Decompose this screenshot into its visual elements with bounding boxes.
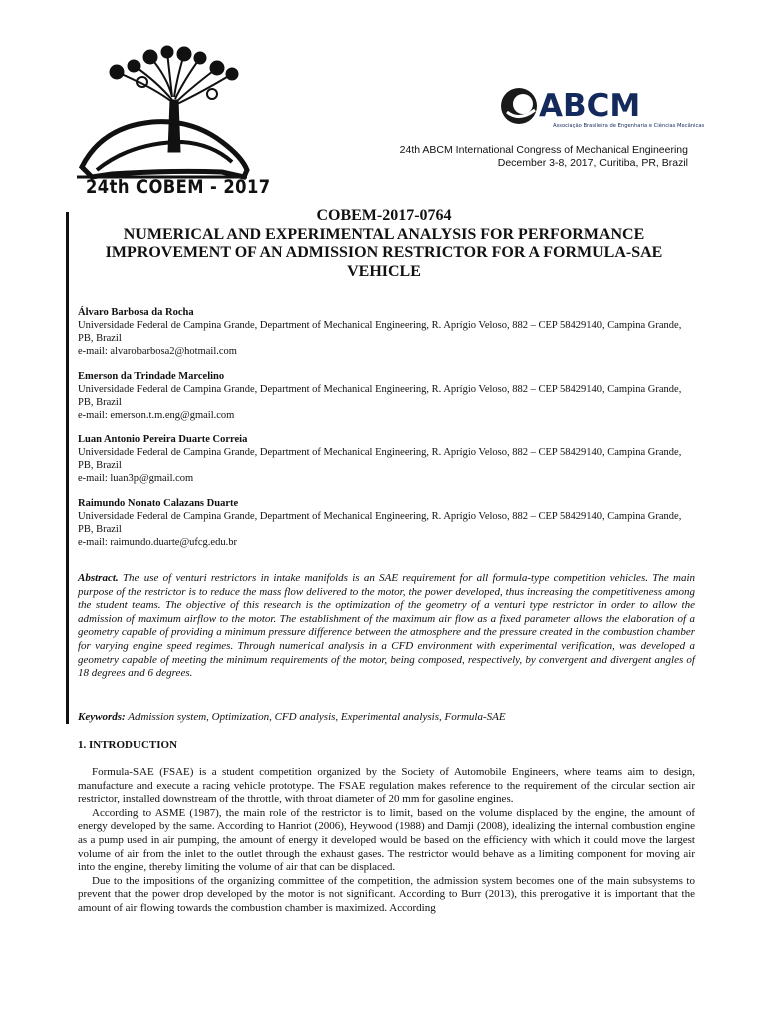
event-label: 24th COBEM - 2017 [86, 176, 271, 198]
abstract [78, 572, 695, 681]
author-affiliation: Universidade Federal de Campina Grande, Department of Mechanical Engineering, R. Aprígio Veloso, 882 – CEP 58429140, Campina Grande, PB, Brazil [78, 447, 682, 471]
abcm-logo-subtitle: Associação Brasileira de Engenharia e Ciências Mecânicas [553, 123, 705, 129]
keywords [78, 711, 695, 723]
congress-info [400, 144, 688, 169]
abcm-logo [497, 82, 705, 132]
author-email: e-mail: raimundo.duarte@ufcg.edu.br [78, 536, 237, 548]
body-text [78, 766, 695, 916]
author-affiliation: Universidade Federal de Campina Grande, Department of Mechanical Engineering, R. Aprígio Veloso, 882 – CEP 58429140, Campina Grande, PB, Brazil [78, 320, 682, 344]
author-affiliation: Universidade Federal de Campina Grande, Department of Mechanical Engineering, R. Aprígio Veloso, 882 – CEP 58429140, Campina Grande, PB, Brazil [78, 383, 682, 408]
author-block [78, 497, 698, 549]
author-block [78, 370, 698, 422]
abstract-label: Abstract. [78, 572, 119, 584]
author-block [78, 433, 698, 485]
author-email: e-mail: emerson.t.m.eng@gmail.com [78, 409, 235, 421]
author-name: Raimundo Nonato Calazans Duarte [78, 497, 239, 509]
author-email: e-mail: alvarobarbosa2@hotmail.com [78, 346, 237, 357]
author-email: e-mail: luan3p@gmail.com [78, 473, 194, 484]
author-name: Álvaro Barbosa da Rocha [78, 307, 194, 318]
author-name: Luan Antonio Pereira Duarte Correia [78, 434, 248, 445]
margin-bar [66, 212, 69, 724]
paper-code: COBEM-2017-0764 [316, 207, 452, 224]
section-heading: 1. INTRODUCTION [78, 739, 178, 751]
congress-line-2: December 3-8, 2017, Curitiba, PR, Brazil [497, 156, 688, 169]
author-affiliation: Universidade Federal de Campina Grande, Department of Mechanical Engineering, R. Aprígio Veloso, 882 – CEP 58429140, Campina Grande, PB, Brazil [78, 510, 682, 535]
paragraph: According to ASME (1987), the main role of the restrictor is to limit, based on the volume displaced by the engine, the amount of energy developed by the same. According to Hanriot (2006), Heywood (1988) and Damji (2008), idealizing the internal combustion engine as a pump used in air pumping, the amount of energy it developed would be based on the efficiency with which it could move the largest volume of air from the inlet to the outlet through the exhaust gases. The restrictor would behave as a limiting component for moving air into the engine, thereby limiting the volume of air that can be displaced. [78, 806, 695, 874]
keywords-label: Keywords: [78, 711, 126, 723]
paper-title: NUMERICAL AND EXPERIMENTAL ANALYSIS FOR PERFORMANCE IMPROVEMENT OF AN ADMISSION RESTRICTOR FOR A FORMULA-SAE VEHICLE [105, 225, 663, 280]
abstract-text: The use of venturi restrictors in intake manifolds is an SAE requirement for all formula-type competition vehicles. The main purpose of the restrictor is to reduce the mass flow delivered to the motor, the power developed, thus increasing the competitiveness among the student teams. The objective of this research is the optimization of the geometry of a venturi type restrictor in order to allow the admission of maximum airflow to the motor. The establishment of the maximum air flow as a fixed parameter allows the elaboration of a geometry capable of providing a minimum pressure difference between the atmosphere and the pressure created in the combustion chamber for varying engine speed regimes. Through numerical analysis in a CFD environment with experimental verification, was developed a geometry capable of meeting the minimum requirements of the motor, being composed, respectively, by convergent and divergent angles of 18 degrees and 6 degrees. [78, 572, 696, 680]
author-list [78, 306, 698, 560]
author-block [78, 306, 698, 358]
paragraph: Due to the impositions of the organizing committee of the competition, the admission system becomes one of the main subsystems to prevent that the power drop developed by the motor is not significant. According to Burr (2013), this prerogative it is important that the amount of air flowing towards the combustion chamber is maximized. According [78, 874, 695, 914]
congress-line-1: 24th ABCM International Congress of Mechanical Engineering [399, 144, 688, 156]
abcm-logo-text: ABCM [539, 88, 641, 124]
author-name: Emerson da Trindade Marcelino [78, 370, 225, 382]
title-block [78, 207, 690, 281]
keywords-text: Admission system, Optimization, CFD analysis, Experimental analysis, Formula-SAE [128, 711, 506, 723]
paragraph: Formula-SAE (FSAE) is a student competition organized by the Society of Automobile Engineers, where teams aim to design, manufacture and execute a racing vehicle prototype. The FSAE regulation makes reference to the requirement of the circular section air restrictor, installed downstream of the throttle, with throat diameter of 20 mm for gasoline engines. [78, 766, 695, 806]
